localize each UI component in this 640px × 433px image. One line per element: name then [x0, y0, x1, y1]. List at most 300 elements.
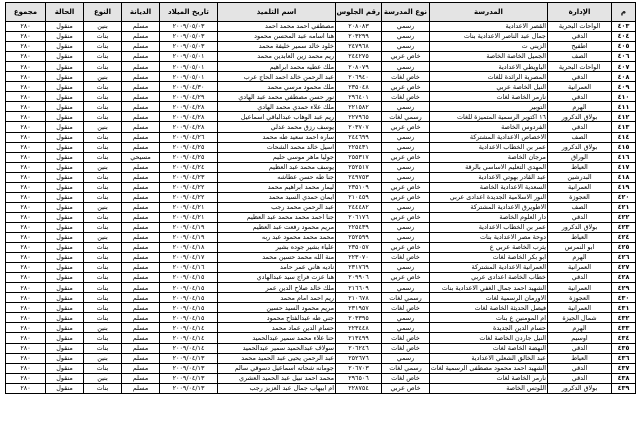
row-admin: البدرشين	[548, 172, 612, 182]
row-religion: مسلم	[122, 303, 160, 313]
row-admin: الدقي	[548, 373, 612, 383]
row-religion: مسلم	[122, 313, 160, 323]
row-school-type: رسمي	[382, 353, 430, 363]
row-total: ٢٨٠	[6, 202, 46, 212]
row-gender: بنات	[84, 363, 122, 373]
row-school: المهدي التعليم الاساسي بالرقة	[430, 162, 548, 172]
row-admin: الهرم	[548, 323, 612, 333]
row-school-type: خاص عربي	[382, 273, 430, 283]
row-birth-date: ٢٠٠٩/٠٤/١٣	[160, 373, 218, 383]
row-index: ٤٠٩	[612, 82, 636, 92]
row-total: ٢٨٠	[6, 162, 46, 172]
row-birth-date: ٢٠٠٩/٠٤/٢٨	[160, 102, 218, 112]
row-student-name: ام ابيهاب جمال عبد العزيز رجب	[218, 383, 336, 393]
table-row	[6, 142, 636, 152]
table-row	[6, 283, 636, 293]
row-admin: الوراق	[548, 152, 612, 162]
row-index: ٤٠٥	[612, 42, 636, 52]
row-birth-date: ٢٠٠٩/٠٤/١٤	[160, 333, 218, 343]
row-admin: الهرم	[548, 253, 612, 263]
table-row	[6, 62, 636, 72]
row-student-name: هنا اسامه عبد المحسن محمود	[218, 32, 336, 42]
table-row	[6, 353, 636, 363]
row-admin: العمرانية	[548, 303, 612, 313]
row-birth-date: ٢٠٠٩/٠٥/٠١	[160, 52, 218, 62]
row-seat-number: ٢٠٩٩٠٦	[336, 273, 382, 283]
row-school-type: خاص لغات	[382, 303, 430, 313]
row-index: ٤٣٥	[612, 343, 636, 353]
table-row	[6, 192, 636, 202]
row-gender: بنات	[84, 343, 122, 353]
row-total: ٢٨٠	[6, 102, 46, 112]
row-total: ٢٨٠	[6, 333, 46, 343]
row-seat-number: ٢٣٥٠٤٨	[336, 82, 382, 92]
row-index: ٤٣٣	[612, 323, 636, 333]
row-total: ٢٨٠	[6, 82, 46, 92]
row-student-name: ملك علاء حمدي محمد الهادي	[218, 102, 336, 112]
row-admin: اطفيح	[548, 42, 612, 52]
row-religion: مسلم	[122, 182, 160, 192]
row-seat-number: ٢٥٢٥٩٩	[336, 232, 382, 242]
row-birth-date: ٢٠٠٩/٠٤/١٥	[160, 273, 218, 283]
row-status: منقول	[46, 32, 84, 42]
row-school: ام المومنين ع بنات	[430, 313, 548, 323]
table-row	[6, 82, 636, 92]
row-school: ابو بكر الخاصة لغات	[430, 253, 548, 263]
header-school: المدرسة	[430, 3, 548, 22]
row-school: العمرانية الاعدادية المشتركة	[430, 263, 548, 273]
row-religion: مسلم	[122, 283, 160, 293]
row-index: ٤١٥	[612, 142, 636, 152]
row-total: ٢٨٠	[6, 303, 46, 313]
row-student-name: يوسف رزق محمد عدلي	[218, 122, 336, 132]
row-birth-date: ٢٠٠٩/٠٤/٣٠	[160, 82, 218, 92]
row-index: ٤٢٤	[612, 232, 636, 242]
row-gender: بنات	[84, 263, 122, 273]
row-total: ٢٨٠	[6, 182, 46, 192]
table-row	[6, 253, 636, 263]
row-school-type: خاص عربي	[382, 82, 430, 92]
row-school-type: خاص عربي	[382, 182, 430, 192]
row-seat-number: ٢٣٥٠٥٧	[336, 243, 382, 253]
row-school: عمر بن الخطاب الاعدادية	[430, 222, 548, 232]
row-seat-number: ٢٢١٥٨٢	[336, 102, 382, 112]
row-school: النيل جاردن الخاصة لغات	[430, 333, 548, 343]
row-index: ٤٣٩	[612, 383, 636, 393]
row-student-name: ناديه هاني عمر حامد	[218, 263, 336, 273]
row-school-type: رسمي لغات	[382, 293, 430, 303]
table-row	[6, 273, 636, 283]
row-school: يثرب الخاصة عربي ع	[430, 243, 548, 253]
row-school: الزيني ت	[430, 42, 548, 52]
row-student-name: نور حسن مصطفي محمد عبد الهادي	[218, 92, 336, 102]
row-school: نارمر الخاصة لغات	[430, 373, 548, 383]
row-status: منقول	[46, 182, 84, 192]
row-gender: بنين	[84, 72, 122, 82]
table-row	[6, 92, 636, 102]
row-birth-date: ٢٠٠٩/٠٤/٢٦	[160, 132, 218, 142]
row-status: منقول	[46, 353, 84, 363]
row-total: ٢٨٠	[6, 192, 46, 202]
row-religion: مسلم	[122, 52, 160, 62]
row-seat-number: ٢٠٦٩٤٠	[336, 72, 382, 82]
row-school-type: خاص عربي	[382, 243, 430, 253]
row-school-type: رسمي	[382, 313, 430, 323]
row-school: المصرية الرائدة للغات	[430, 72, 548, 82]
row-index: ٤١٢	[612, 112, 636, 122]
row-gender: بنات	[84, 82, 122, 92]
row-admin: الواحات البحرية	[548, 62, 612, 72]
row-seat-number: ٢١٦٦٠٩	[336, 283, 382, 293]
row-seat-number: ٢٥٢٥١٧	[336, 162, 382, 172]
row-school: فيصل الحديثة الخاصة لغات	[430, 303, 548, 313]
row-status: منقول	[46, 363, 84, 373]
row-birth-date: ٢٠٠٩/٠٤/١٨	[160, 243, 218, 253]
row-religion: مسلم	[122, 333, 160, 343]
row-school-type: رسمي	[382, 222, 430, 232]
row-admin: العياط	[548, 232, 612, 242]
row-school-type: رسمي لغات	[382, 112, 430, 122]
row-seat-number: ٢٢٥٤٣٩	[336, 222, 382, 232]
row-status: منقول	[46, 152, 84, 162]
row-status: منقول	[46, 212, 84, 222]
row-student-name: عبد الرحمن خالد احمد الحاج عرب	[218, 72, 336, 82]
row-school-type: رسمي	[382, 202, 430, 212]
row-school: النيل الخاصة عربي	[430, 82, 548, 92]
row-gender: بنين	[84, 232, 122, 242]
table-row	[6, 303, 636, 313]
row-religion: مسلم	[122, 142, 160, 152]
row-student-name: ريم احمد امام محمد	[218, 293, 336, 303]
row-religion: مسيحي	[122, 152, 160, 162]
row-index: ٤١٤	[612, 132, 636, 142]
row-birth-date: ٢٠٠٩/٠٤/١٦	[160, 263, 218, 273]
table-row	[6, 112, 636, 122]
row-birth-date: ٢٠٠٩/٠٤/٢٢	[160, 192, 218, 202]
row-school-type: رسمي	[382, 102, 430, 112]
header-birth: تاريخ الميلاد	[160, 3, 218, 22]
row-school: الاطويرق الاعدادية المشتركة	[430, 202, 548, 212]
row-student-name: عبد الرحمن يحيى عبد الحميد محمد	[218, 353, 336, 363]
row-religion: مسلم	[122, 202, 160, 212]
row-status: منقول	[46, 243, 84, 253]
row-total: ٢٨٠	[6, 232, 46, 242]
row-seat-number: ٢٤٤٦٩٩	[336, 132, 382, 142]
row-admin: بولاق الدكرور	[548, 383, 612, 393]
row-total: ٢٨٠	[6, 293, 46, 303]
row-school-type: خاص عربي	[382, 152, 430, 162]
row-birth-date: ٢٠٠٩/٠٤/١٣	[160, 363, 218, 373]
row-school: الباويطي الاعدادية	[430, 62, 548, 72]
row-gender: بنات	[84, 192, 122, 202]
table-row	[6, 232, 636, 242]
row-seat-number: ٢٣٥١٠٩	[336, 182, 382, 192]
row-index: ٤٣٠	[612, 293, 636, 303]
row-index: ٤٠٧	[612, 62, 636, 72]
row-index: ٤٠٦	[612, 52, 636, 62]
row-total: ٢٨٠	[6, 42, 46, 52]
row-school-type: رسمي	[382, 283, 430, 293]
row-religion: مسلم	[122, 162, 160, 172]
table-row	[6, 293, 636, 303]
row-school-type: رسمي	[382, 232, 430, 242]
row-total: ٢٨٠	[6, 122, 46, 132]
row-gender: بنات	[84, 383, 122, 393]
row-school-type: خاص لغات	[382, 253, 430, 263]
row-index: ٤٢٢	[612, 212, 636, 222]
row-school: الاخصاص الاعدادية المشتركة	[430, 132, 548, 142]
row-gender: بنات	[84, 132, 122, 142]
row-seat-number: ٢١٠٦٧٨	[336, 293, 382, 303]
row-total: ٢٨٠	[6, 132, 46, 142]
row-student-name: محمد احمد نبيل عبد الحميد العشري	[218, 373, 336, 383]
header-seat: رقم الجلوس	[336, 3, 382, 22]
table-row	[6, 323, 636, 333]
row-religion: مسلم	[122, 122, 160, 132]
row-admin: الدقي	[548, 92, 612, 102]
row-religion: مسلم	[122, 132, 160, 142]
row-school: نارمر الخاصة لغات	[430, 92, 548, 102]
row-total: ٢٨٠	[6, 383, 46, 393]
row-index: ٤٣٧	[612, 363, 636, 373]
row-religion: مسلم	[122, 192, 160, 202]
row-admin: العمرانية	[548, 182, 612, 192]
table-row	[6, 313, 636, 323]
row-student-name: ملك محمود مرسي محمد	[218, 82, 336, 92]
table-row	[6, 32, 636, 42]
table-row	[6, 42, 636, 52]
row-total: ٢٨٠	[6, 112, 46, 122]
row-religion: مسلم	[122, 343, 160, 353]
row-total: ٢٨٠	[6, 222, 46, 232]
row-seat-number: ٢٩٦٥٠٦	[336, 373, 382, 383]
row-school: ١٦ اكتوبر الرسمية المتميزة للغات	[430, 112, 548, 122]
row-student-name: مريم محمود السيد حسين	[218, 303, 336, 313]
row-school: جمال عبد الناصر الاعدادية بنات	[430, 32, 548, 42]
row-student-name: ليمار محمد ابراهيم محمد	[218, 182, 336, 192]
row-school: حسام الدين الجديدة	[430, 323, 548, 333]
row-admin: الدقي	[548, 343, 612, 353]
row-seat-number: ٢٠٣٣٩٥	[336, 313, 382, 323]
row-student-name: يوسف محمد عبد العظيم	[218, 162, 336, 172]
row-gender: بنات	[84, 333, 122, 343]
row-birth-date: ٢٠٠٩/٠٤/١٣	[160, 353, 218, 363]
row-school-type: رسمي	[382, 22, 430, 32]
row-student-name: محمد محمد محمود عبد ربه	[218, 232, 336, 242]
row-seat-number: ٢٤٤٢٧٥	[336, 52, 382, 62]
row-religion: مسلم	[122, 102, 160, 112]
row-seat-number: ٢٣١٧٦٩	[336, 263, 382, 273]
row-religion: مسلم	[122, 22, 160, 32]
row-seat-number: ٢٠٣٧٠٧	[336, 122, 382, 132]
row-gender: بنات	[84, 152, 122, 162]
row-school-type: خاص لغات	[382, 72, 430, 82]
row-religion: مسلم	[122, 72, 160, 82]
row-gender: بنات	[84, 313, 122, 323]
row-total: ٢٨٠	[6, 353, 46, 363]
row-school-type: خاص لغات	[382, 333, 430, 343]
row-admin: الصف	[548, 202, 612, 212]
row-seat-number: ٢٩٦٤٠١	[336, 92, 382, 102]
row-birth-date: ٢٠٠٩/٠٤/٢٨	[160, 122, 218, 132]
row-index: ٤١٠	[612, 92, 636, 102]
row-religion: مسلم	[122, 42, 160, 52]
row-status: منقول	[46, 253, 84, 263]
row-admin: اوسيم	[548, 333, 612, 343]
table-row	[6, 22, 636, 32]
row-index: ٤٢٩	[612, 283, 636, 293]
row-total: ٢٨٠	[6, 22, 46, 32]
row-student-name: مريم محمود رفعت عبد العظيم	[218, 222, 336, 232]
row-total: ٢٨٠	[6, 363, 46, 373]
row-student-name: ايمان حمدي السيد محمد	[218, 192, 336, 202]
row-student-name: سولاف عبدالحميد سمير عبدالحميد	[218, 343, 336, 353]
table-row	[6, 363, 636, 373]
row-gender: بنات	[84, 293, 122, 303]
row-student-name: حنا علاء محمد سمير عبدالحميد	[218, 333, 336, 343]
row-status: منقول	[46, 62, 84, 72]
row-student-name: اسيل خالد محمد الشحات	[218, 142, 336, 152]
table-row	[6, 243, 636, 253]
header-name: اسم التلميذ	[218, 3, 336, 22]
row-religion: مسلم	[122, 383, 160, 393]
row-seat-number: ٢١٣٤٩٩	[336, 333, 382, 343]
row-birth-date: ٢٠٠٩/٠٤/١٥	[160, 313, 218, 323]
row-gender: بنين	[84, 122, 122, 132]
row-student-name: حسام الدين عماد محمد	[218, 323, 336, 333]
row-school-type: رسمي	[382, 323, 430, 333]
header-total: مجموع	[6, 3, 46, 22]
row-seat-number: ٢٠٦٧٠٣	[336, 363, 382, 373]
row-birth-date: ٢٠٠٩/٠٤/٢٣	[160, 172, 218, 182]
row-school: عمر بن الخطاب الاعدادية	[430, 142, 548, 152]
row-birth-date: ٢٠٠٩/٠٤/١٩	[160, 222, 218, 232]
row-seat-number: ٢٢٨٧٥٤	[336, 383, 382, 393]
table-row	[6, 122, 636, 132]
header-religion: الديانة	[122, 3, 160, 22]
row-school: القصر الاعدادية	[430, 22, 548, 32]
row-birth-date: ٢٠٠٩/٠٥/٠٣	[160, 42, 218, 52]
row-birth-date: ٢٠٠٩/٠٥/٠١	[160, 72, 218, 82]
row-status: منقول	[46, 142, 84, 152]
row-index: ٤١٣	[612, 122, 636, 132]
row-school-type: رسمي	[382, 172, 430, 182]
row-religion: مسلم	[122, 363, 160, 373]
row-admin: بولاق الدكرور	[548, 142, 612, 152]
row-admin: الصف	[548, 132, 612, 142]
row-birth-date: ٢٠٠٩/٠٤/١٩	[160, 232, 218, 242]
row-total: ٢٨٠	[6, 172, 46, 182]
row-religion: مسلم	[122, 62, 160, 72]
row-index: ٤١٧	[612, 162, 636, 172]
row-index: ٤٢٦	[612, 253, 636, 263]
row-school-type: رسمي	[382, 132, 430, 142]
row-status: منقول	[46, 162, 84, 172]
row-birth-date: ٢٠٠٩/٠٤/٢٥	[160, 142, 218, 152]
row-index: ٤٠٨	[612, 72, 636, 82]
table-row	[6, 172, 636, 182]
row-status: منقول	[46, 333, 84, 343]
row-school: الاورمان الرسمية لغات	[430, 293, 548, 303]
row-school-type: رسمي	[382, 142, 430, 152]
row-status: منقول	[46, 102, 84, 112]
row-religion: مسلم	[122, 323, 160, 333]
table-row	[6, 383, 636, 393]
row-status: منقول	[46, 303, 84, 313]
row-gender: بنين	[84, 353, 122, 363]
row-religion: مسلم	[122, 232, 160, 242]
row-seat-number: ٢٤٤٤٨٢	[336, 202, 382, 212]
row-index: ٤٢٥	[612, 243, 636, 253]
row-school: مرجان الخاصة	[430, 152, 548, 162]
table-row	[6, 202, 636, 212]
row-index: ٤٠٣	[612, 22, 636, 32]
row-school-type: رسمي	[382, 263, 430, 273]
row-birth-date: ٢٠٠٩/٠٥/٠٣	[160, 22, 218, 32]
row-total: ٢٨٠	[6, 253, 46, 263]
row-status: منقول	[46, 202, 84, 212]
row-birth-date: ٢٠٠٩/٠٤/١٣	[160, 383, 218, 393]
row-admin: بولاق الدكرور	[548, 222, 612, 232]
row-religion: مسلم	[122, 253, 160, 263]
row-total: ٢٨٠	[6, 313, 46, 323]
row-student-name: ملك خالد صلاح الدين عمر	[218, 283, 336, 293]
row-gender: بنين	[84, 202, 122, 212]
row-index: ٤٣٦	[612, 353, 636, 363]
row-school-type: خاص عربي	[382, 122, 430, 132]
row-status: منقول	[46, 82, 84, 92]
row-student-name: جنا طه حسن عطاشه	[218, 172, 336, 182]
row-index: ٤١٩	[612, 182, 636, 192]
row-school-type: خاص عربي	[382, 52, 430, 62]
row-admin: الدقي	[548, 122, 612, 132]
row-index: ٤٢٨	[612, 273, 636, 283]
row-status: منقول	[46, 283, 84, 293]
row-admin: العمرانية	[548, 82, 612, 92]
row-school: النور الاسلامية الجديدة اعدادى عربي	[430, 192, 548, 202]
row-seat-number: ٢٠٣٢٩٩	[336, 32, 382, 42]
row-student-name: جومانه شحاته اسماعيل دسوقي سالم	[218, 363, 336, 373]
row-seat-number: ٢٣١٩٥٧	[336, 303, 382, 313]
row-student-name: ملك عطيه محمد ابراهيم	[218, 62, 336, 72]
row-student-name: مصطفي احمد محمد احمد	[218, 22, 336, 32]
row-gender: بنات	[84, 222, 122, 232]
row-birth-date: ٢٠٠٩/٠٤/٢١	[160, 202, 218, 212]
row-status: منقول	[46, 232, 84, 242]
row-birth-date: ٢٠٠٩/٠٤/١٥	[160, 283, 218, 293]
header-school-type: نوع المدرسة	[382, 3, 430, 22]
row-seat-number: ٢٠٦٢٤٦	[336, 343, 382, 353]
row-admin: العياط	[548, 162, 612, 172]
row-status: منقول	[46, 172, 84, 182]
row-school: الفردوس الخاصة	[430, 122, 548, 132]
table-row	[6, 212, 636, 222]
row-total: ٢٨٠	[6, 243, 46, 253]
row-gender: بنات	[84, 112, 122, 122]
row-birth-date: ٢٠٠٩/٠٥/٠١	[160, 62, 218, 72]
row-total: ٢٨٠	[6, 152, 46, 162]
row-student-name: ساره احمد سعيد طه محمد	[218, 132, 336, 142]
row-religion: مسلم	[122, 353, 160, 363]
row-status: منقول	[46, 313, 84, 323]
row-religion: مسلم	[122, 222, 160, 232]
row-status: منقول	[46, 323, 84, 333]
row-religion: مسلم	[122, 263, 160, 273]
table-row	[6, 52, 636, 62]
row-seat-number: ٢٢٧٩٦٥	[336, 112, 382, 122]
row-gender: بنين	[84, 323, 122, 333]
row-admin: الدقي	[548, 72, 612, 82]
